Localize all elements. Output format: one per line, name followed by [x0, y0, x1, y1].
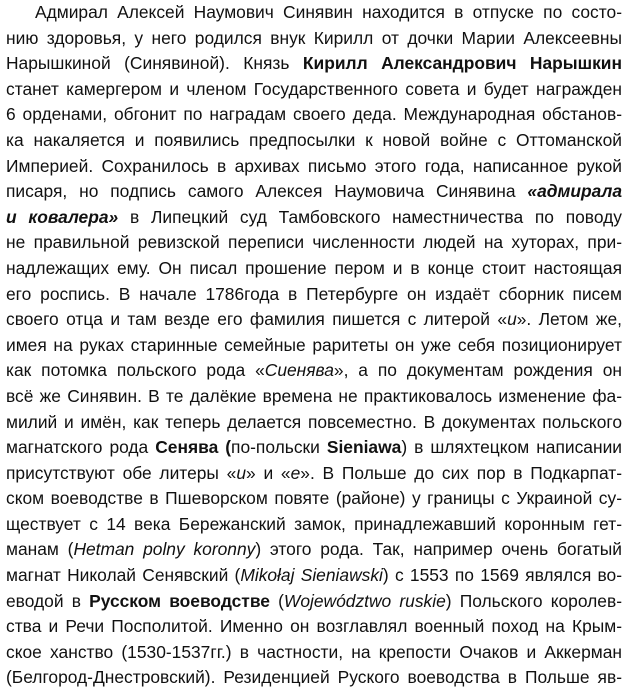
text-span: », а по документам рождения он — [333, 360, 622, 381]
italic-phrase: Województwo ruskie — [283, 590, 446, 611]
text-span: ществует с 14 века Бережанский замок, принадлежавший коронным гет- — [6, 513, 622, 534]
text-span: своего отца и там везде его фамилия пишется с литерой « — [6, 309, 508, 330]
quote-italic: и ковалера» — [6, 206, 119, 227]
text-span: ( — [269, 590, 284, 611]
text-line — [6, 512, 622, 538]
bold-name-kirill-naryshkin: Кирилл Александрович Нарышкин — [302, 53, 622, 74]
text-line — [6, 307, 622, 333]
text-span: ) Польского королев- — [445, 590, 622, 611]
text-line — [6, 614, 622, 640]
text-span: еводой в — [6, 590, 90, 611]
text-span: ) этого рода. Так, например очень богатый — [255, 539, 622, 560]
document-page — [6, 0, 622, 691]
text-span: его роспись. В начале 1786года в Петербурге он издаёт сборник писем — [6, 283, 622, 304]
text-span: манам ( — [6, 539, 74, 560]
text-line — [6, 26, 622, 52]
text-line — [6, 384, 622, 410]
text-span: 6 орденами, обгонит по наградам своего деда. Международная обстанов- — [6, 104, 622, 125]
text-span: Адмирал Алексей Наумович Синявин находится в отпуске по состо- — [35, 2, 622, 22]
italic-phrase: Hetman polny koronny — [73, 539, 256, 560]
text-span: в Липецкий суд Тамбовского наместничества по поводу — [118, 206, 622, 227]
text-span: как потомка польского рода « — [6, 360, 265, 381]
text-line — [6, 154, 622, 180]
text-span: ». В Польше до сих пор в Подкарпат- — [300, 462, 622, 483]
text-line — [6, 179, 622, 205]
text-line — [6, 256, 622, 282]
text-span: (Белгород-Днестровский). Резиденцией Руского воеводства в Польше яв- — [6, 667, 622, 688]
text-span: по-польски — [231, 437, 327, 458]
text-span: не правильной ревизской переписи численности людей на хуторах, при- — [6, 232, 622, 253]
text-line — [6, 486, 622, 512]
italic-letter: и — [236, 462, 247, 483]
text-line — [6, 128, 622, 154]
text-span: присутствуют обе литеры « — [6, 462, 237, 483]
text-line — [6, 665, 622, 691]
italic-letter: и — [507, 309, 517, 330]
text-line — [6, 77, 622, 103]
text-line — [6, 461, 622, 487]
text-line — [6, 640, 622, 666]
text-span: Империей. Сохранилось в архивах письмо этого года, написанное рукой — [6, 155, 622, 176]
text-line — [6, 102, 622, 128]
italic-phrase: Mikołaj Sieniawski — [240, 565, 383, 586]
text-line — [6, 435, 622, 461]
italic-word: Сиенява — [264, 360, 334, 381]
text-span: ское ханство (1530-1537гг.) в частности, на крепости Очаков и Аккерман — [6, 641, 622, 662]
text-line — [6, 410, 622, 436]
text-line — [6, 282, 622, 308]
bold-name-sieniawa: Sieniawa — [326, 437, 402, 458]
text-span: милий и имён, как теперь делается повсеместно. В документах польского — [6, 411, 622, 432]
text-line — [6, 205, 622, 231]
text-line — [6, 537, 622, 563]
text-span: надлежащих ему. Он писал прошение пером и в конце стоит настоящая — [6, 257, 622, 278]
text-line — [6, 333, 622, 359]
text-line — [6, 563, 622, 589]
text-span: имея на руках старинные семейные раритеты он уже себя позиционирует — [6, 334, 622, 355]
text-span: ». Летом же, — [516, 309, 622, 330]
text-line — [6, 358, 622, 384]
italic-letter: е — [290, 462, 301, 483]
text-span: магнатского рода — [6, 437, 156, 458]
text-line — [6, 589, 622, 615]
text-line — [6, 51, 622, 77]
quote-italic: «адмирала — [527, 181, 622, 202]
text-line — [6, 0, 622, 26]
text-span: магнат Николай Сенявский ( — [6, 565, 241, 586]
text-span: ском воеводстве в Пшеворском повяте (районе) у границы с Украиной су- — [6, 488, 622, 509]
text-line — [6, 230, 622, 256]
text-span: писаря, но подпись самого Алексея Наумовича Синявина — [6, 181, 528, 202]
bold-russian-voivodeship: Русском воеводстве — [89, 590, 270, 611]
text-span: станет камергером и членом Государственного совета и будет награжден — [6, 78, 622, 99]
text-span: Нарышкиной (Синявиной). Князь — [6, 53, 303, 74]
text-span: » и « — [246, 462, 291, 483]
text-span: ) с 1553 по 1569 являлся во- — [382, 565, 622, 586]
text-span: ) в шляхтецком написании — [401, 437, 622, 458]
text-span: всё же Синявин. В те далёкие времена не практиковалось изменение фа- — [6, 385, 622, 406]
text-span: ка накаляется и появились предпосылки к новой войне с Оттоманской — [6, 129, 622, 150]
bold-name-senyava: Сенява ( — [155, 437, 232, 458]
text-span: нию здоровья, у него родился внук Кирилл от дочки Марии Алексеевны — [6, 27, 622, 48]
text-span: ства и Речи Посполитой. Именно он возглавлял военный поход на Крым- — [6, 616, 622, 637]
